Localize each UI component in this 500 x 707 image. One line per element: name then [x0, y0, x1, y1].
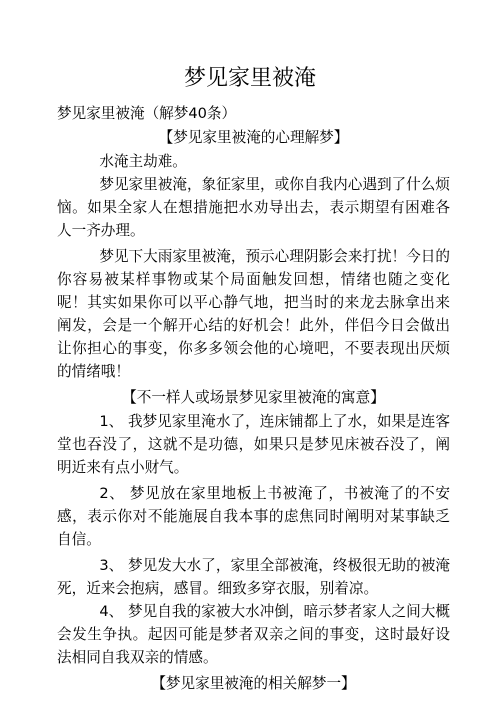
list-item: 2、 梦见放在家里地板上书被淹了，书被淹了的不安感，表示你对不能施展自我本事的虑焦同时阐明对某事缺乏自信。	[57, 485, 450, 548]
document-title: 梦见家里被淹	[183, 66, 316, 91]
list-item: 3、 梦见发大水了，家里全部被淹，终极很无助的被淹死，近来会抱病，感冒。细致多穿衣服，别着凉。	[57, 557, 450, 597]
list-item: 4、 梦见自我的家被大水冲倒，暗示梦者家人之间大概会发生争执。起因可能是梦者双亲之间的事变，这时最好设法相同自我双亲的情感。	[57, 603, 450, 666]
paragraph: 梦见下大雨家里被淹，预示心理阴影会来打扰！今日的你容易被某样事物或某个局面触发回想，情绪也随之变化呢！其实如果你可以平心静气地，把当时的来龙去脉拿出来阐发，会是一个解开心结的好机会！此外，伴侣今日会做出让你担心的事变，你多多领会他的心境吧，不要表现出厌烦的情绪哦！	[57, 248, 450, 380]
document-subtitle: 梦见家里被淹（解梦40条）	[57, 105, 237, 122]
section-heading-psychology: 【梦见家里被淹的心理解梦】	[158, 129, 349, 146]
section-heading-scenarios: 【不一样人或场景梦见家里被淹的寓意】	[122, 389, 385, 406]
paragraph: 梦见家里被淹，象征家里，或你自我内心遇到了什么烦恼。如果全家人在想措施把水劝导出去，表示期望有困难各人一齐办理。	[57, 176, 450, 239]
paragraph: 水淹主劫难。	[99, 153, 187, 170]
list-item: 1、 我梦见家里淹水了，连床铺都上了水，如果是连客堂也吞没了，这就不是功德，如果只是梦见床被吞没了，阐明近来有点小财气。	[57, 413, 450, 476]
document-body	[57, 102, 450, 696]
section-heading-related: 【梦见家里被淹的相关解梦一】	[151, 675, 356, 692]
